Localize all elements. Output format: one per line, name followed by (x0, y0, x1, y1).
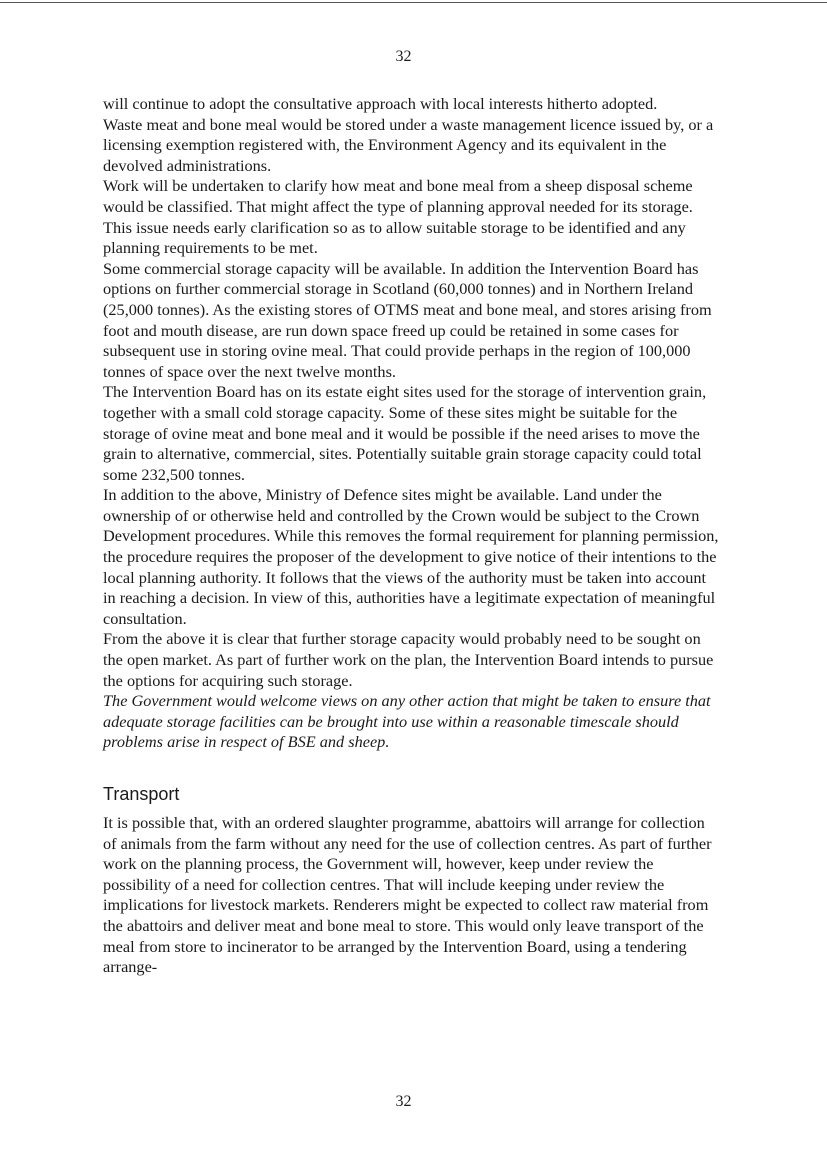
top-border-rule (0, 2, 827, 3)
paragraph-mod-sites: In addition to the above, Ministry of Defence sites might be available. Land under the ownership of or otherwise held and controlled by the Crown would be subject to the Crown Development procedures. While this removes the formal requirement for planning permission, the procedure requires the proposer of the development to give notice of their intentions to the local planning authority. It follows that the views of the authority must be taken into account in reaching a decision. In view of this, authorities have a legitimate expectation of meaningful consultation. (103, 485, 719, 628)
paragraph-commercial-storage: Some commercial storage capacity will be available. In addition the Intervention Board has options on further commercial storage in Scotland (60,000 tonnes) and in Northern Ireland (25,000 tonnes). As the existing stores of OTMS meat and bone meal, and stores arising from foot and mouth disease, are run down space freed up could be retained in some cases for subsequent use in storing ovine meal. That could provide perhaps in the region of 100,000 tonnes of space over the next twelve months. (103, 258, 712, 381)
section-heading-transport: Transport (103, 784, 180, 804)
page-number-bottom: 32 (395, 1093, 412, 1110)
paragraph-intervention-estate: The Intervention Board has on its estate eight sites used for the storage of intervention grain, together with a small cold storage capacity. Some of these sites might be suitable for the storage of ovine meat and bone meal and it would be possible if the need arises to move the grain to alternative, commercial, sites. Potentially suitable grain storage capacity could total some 232,500 tonnes. (103, 382, 707, 484)
paragraph-waste-licence: Waste meat and bone meal would be stored under a waste management licence issued by, or a licensing exemption registered with, the Environment Agency and its equivalent in the devolved administrations. (103, 114, 714, 175)
paragraph-classification: Work will be undertaken to clarify how meat and bone meal from a sheep disposal scheme would be classified. That might affect the type of planning approval needed for its storage. This issue needs early clarification so as to allow suitable storage to be identified and any planning requirements to be met. (103, 176, 693, 258)
paragraph-transport: It is possible that, with an ordered slaughter programme, abattoirs will arrange for collection of animals from the farm without any need for the use of collection centres. As part of further work on the planning process, the Government will, however, keep under review the possibility of a need for collection centres. That will include keeping under review the implications for livestock markets. Renderers might be expected to collect raw material from the abattoirs and deliver meat and bone meal to store. This would only leave transport of the meal from store to incinerator to be arranged by the Intervention Board, using a tendering arrange- (103, 813, 712, 977)
paragraph-consultative-approach: will continue to adopt the consultative approach with local interests hitherto adopted. (103, 94, 658, 113)
page-body (103, 94, 721, 978)
paragraph-open-market: From the above it is clear that further storage capacity would probably need to be sought on the open market. As part of further work on the plan, the Intervention Board intends to pursue the options for acquiring such storage. (103, 629, 714, 690)
page-number-top: 32 (395, 48, 412, 65)
paragraph-government-views: The Government would welcome views on any other action that might be taken to ensure that adequate storage facilities can be brought into use within a reasonable timescale should problems arise in respect of BSE and sheep. (103, 691, 711, 752)
